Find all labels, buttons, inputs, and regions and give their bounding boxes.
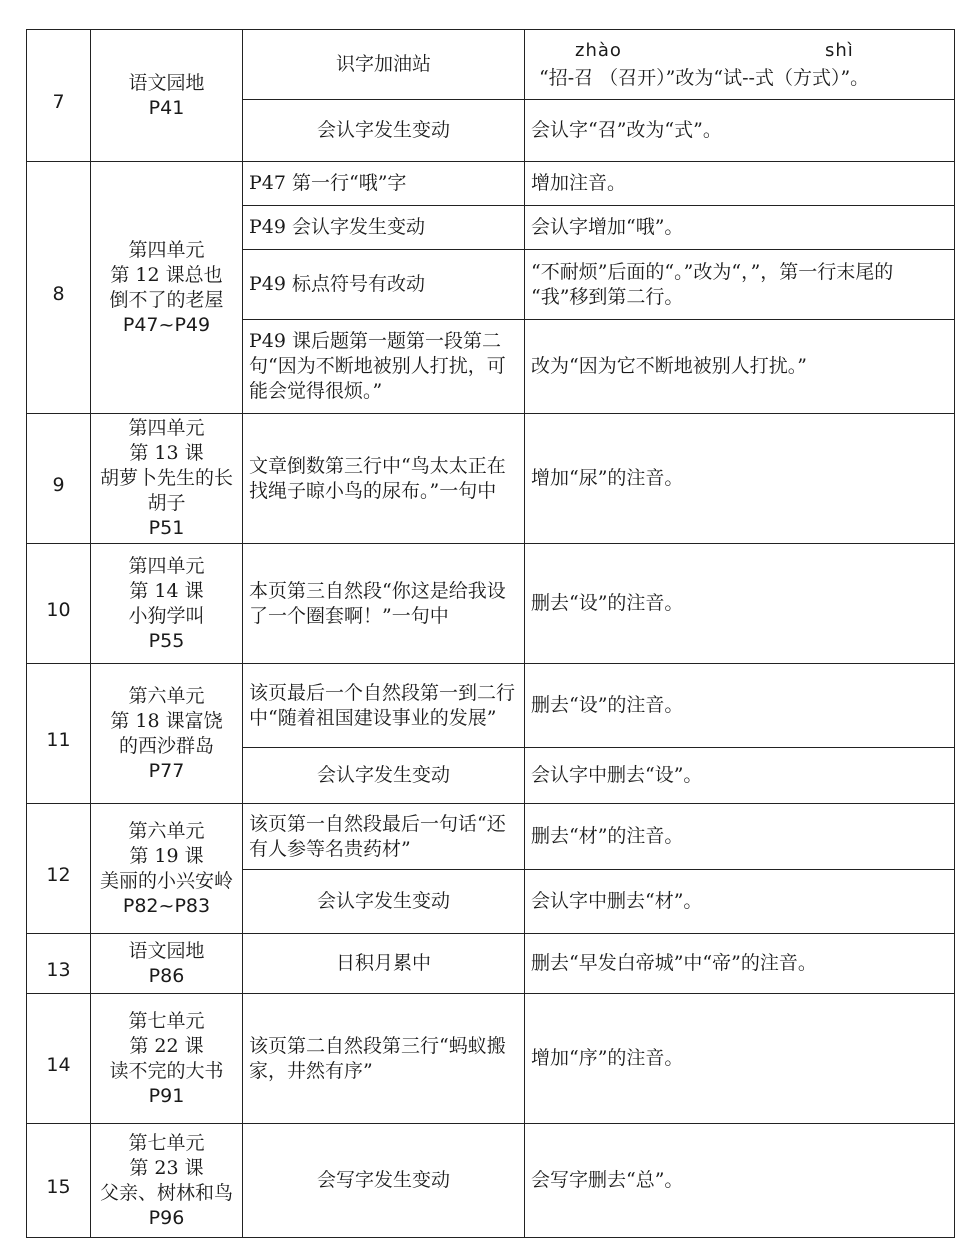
change-description: zhào shì “招-召 （召开）”改为“试--式（方式）”。	[525, 30, 955, 100]
lesson-location: 第六单元 第 18 课富饶 的西沙群岛 P77	[91, 664, 243, 804]
pinyin-shi: shì	[825, 39, 854, 61]
change-description: 删去“设”的注音。	[525, 664, 955, 748]
change-description: 会认字“召”改为“式”。	[525, 100, 955, 162]
row-number: 14	[27, 994, 91, 1124]
lesson-location: 第七单元 第 22 课 读不完的大书 P91	[91, 994, 243, 1124]
change-position: 会认字发生变动	[243, 748, 525, 804]
change-position: 会认字发生变动	[243, 100, 525, 162]
table-row	[27, 804, 955, 870]
table-row	[27, 1124, 955, 1238]
change-position: 会认字发生变动	[243, 870, 525, 934]
lesson-location: 第六单元 第 19 课 美丽的小兴安岭 P82~P83	[91, 804, 243, 934]
change-position: P49 课后题第一题第一段第二句“因为不断地被别人打扰，可能会觉得很烦。”	[243, 320, 525, 414]
change-description: 增加“序”的注音。	[525, 994, 955, 1124]
errata-table	[26, 29, 955, 1238]
change-description: 增加“尿”的注音。	[525, 414, 955, 544]
row-number: 7	[27, 30, 91, 162]
table-row	[27, 162, 955, 206]
row-number: 12	[27, 804, 91, 934]
change-position: P49 会认字发生变动	[243, 206, 525, 250]
lesson-location: 第七单元 第 23 课 父亲、树林和鸟 P96	[91, 1124, 243, 1238]
change-position: P47 第一行“哦”字	[243, 162, 525, 206]
change-description: 改为“因为它不断地被别人打扰。”	[525, 320, 955, 414]
change-position: 本页第三自然段“你这是给我设了一个圈套啊！”一句中	[243, 544, 525, 664]
lesson-location: 第四单元 第 12 课总也 倒不了的老屋 P47~P49	[91, 162, 243, 414]
change-description: 会认字增加“哦”。	[525, 206, 955, 250]
lesson-location: 第四单元 第 13 课 胡萝卜先生的长 胡子 P51	[91, 414, 243, 544]
row-number: 13	[27, 934, 91, 994]
change-position: 该页第一自然段最后一句话“还有人参等名贵药材”	[243, 804, 525, 870]
change-description: 会认字中删去“设”。	[525, 748, 955, 804]
table-row	[27, 664, 955, 748]
change-description: 增加注音。	[525, 162, 955, 206]
row-number: 8	[27, 162, 91, 414]
row-number: 10	[27, 544, 91, 664]
change-position: 会写字发生变动	[243, 1124, 525, 1238]
change-position: 文章倒数第三行中“鸟太太正在找绳子晾小鸟的尿布。”一句中	[243, 414, 525, 544]
row-number: 15	[27, 1124, 91, 1238]
lesson-location: 语文园地 P86	[91, 934, 243, 994]
change-position: P49 标点符号有改动	[243, 250, 525, 320]
change-position: 该页第二自然段第三行“蚂蚁搬家，井然有序”	[243, 994, 525, 1124]
table-row	[27, 934, 955, 994]
change-description: 删去“设”的注音。	[525, 544, 955, 664]
table-row	[27, 30, 955, 100]
table-row	[27, 544, 955, 664]
change-description: 删去“材”的注音。	[525, 804, 955, 870]
row-number: 9	[27, 414, 91, 544]
change-position: 日积月累中	[243, 934, 525, 994]
change-description: 会写字删去“总”。	[525, 1124, 955, 1238]
table-row	[27, 414, 955, 544]
change-position: 该页最后一个自然段第一到二行中“随着祖国建设事业的发展”	[243, 664, 525, 748]
table-row	[27, 994, 955, 1124]
lesson-location: 语文园地 P41	[91, 30, 243, 162]
change-description: 删去“早发白帝城”中“帝”的注音。	[525, 934, 955, 994]
change-description: “不耐烦”后面的“。”改为“，”，第一行末尾的 “我”移到第二行。	[525, 250, 955, 320]
row-number: 11	[27, 664, 91, 804]
change-description: 会认字中删去“材”。	[525, 870, 955, 934]
pinyin-zhao: zhào	[575, 39, 622, 61]
change-position: 识字加油站	[243, 30, 525, 100]
lesson-location: 第四单元 第 14 课 小狗学叫 P55	[91, 544, 243, 664]
